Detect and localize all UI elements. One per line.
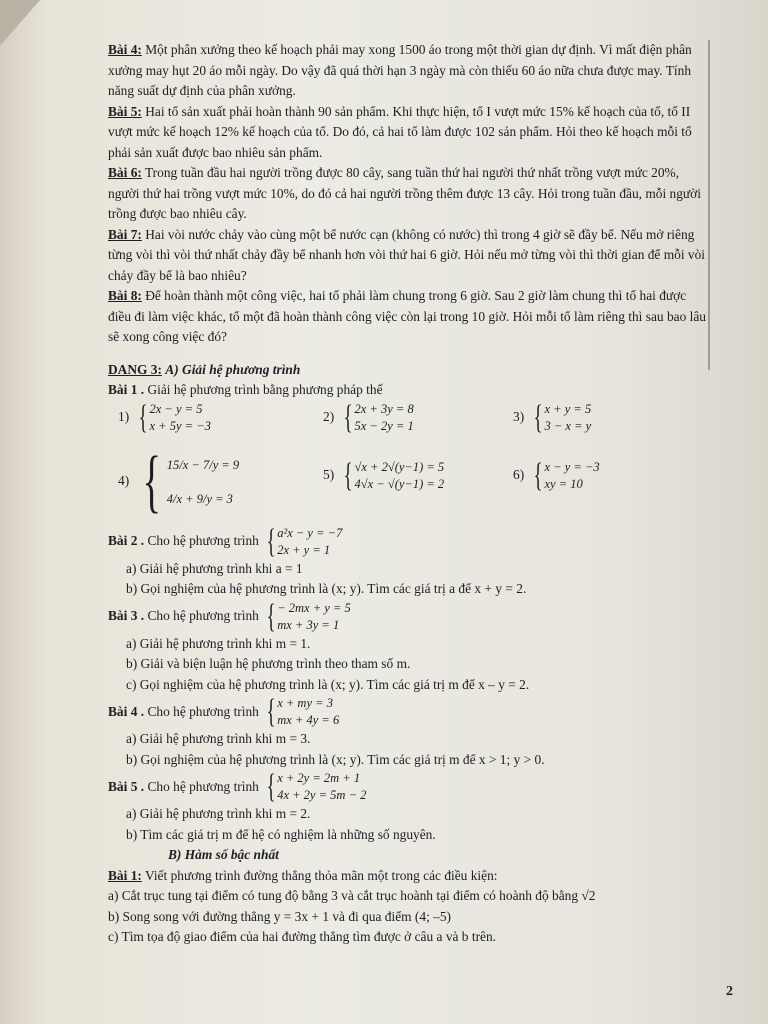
system-3: 3) { x + y = 5 3 − x = y	[513, 398, 592, 436]
bai2-a: a) Giải hệ phương trình khi a = 1	[126, 560, 303, 576]
bai4-b: b) Gọi nghiệm của hệ phương trình là (x; y). Tìm các giá trị m để x > 1; y > 0.	[126, 751, 545, 767]
systems-row-1	[108, 398, 708, 441]
bai3-a: a) Giải hệ phương trình khi m = 1.	[126, 635, 311, 651]
system-4: 4) { 15/x − 7/y = 9 4/x + 9/y = 3	[118, 442, 240, 520]
folded-corner	[0, 0, 40, 46]
bai5-a: a) Giải hệ phương trình khi m = 2.	[126, 806, 311, 821]
linear-bai1-c: c) Tìm tọa độ giao điểm của hai đường thẳng tìm được ở câu a và b trên.	[108, 929, 497, 944]
linear-bai1-a: a) Cắt trục tung tại điểm có tung độ bằng 3 và cắt trục hoành tại điểm có hoành độ bằng √2	[108, 888, 596, 903]
bai3-b: b) Giải và biện luận hệ phương trình theo tham số m.	[126, 656, 411, 671]
problem-7: Bài 7: Hai vòi nước chảy vào cùng một bể nước cạn (không có nước) thì trong 4 giờ sẽ đầy bể. Nếu mở riêng từng vòi thì vòi thứ nhất chảy đầy bể nhanh hơn vòi thứ hai 6 giờ. Hỏi nếu mở từng vòi thì thời gian để mỗi vòi chảy đầy bể là bao nhiêu?	[108, 226, 706, 283]
system-5: 5) { √x + 2√(y−1) = 5 4√x − √(y−1) = 2	[323, 456, 445, 494]
page-number: 2	[726, 984, 733, 999]
system-6: 6) { x − y = −3 xy = 10	[513, 456, 600, 494]
bai3-heading: Bài 3 . Cho hệ phương trình { − 2mx + y = 5 mx + 3y = 1	[108, 597, 351, 635]
linear-bai1-b: b) Song song với đường thẳng y = 3x + 1 và đi qua điểm (4; –5)	[108, 908, 451, 924]
paper-edge-line	[708, 40, 710, 370]
system-2: 2) { 2x + 3y = 8 5x − 2y = 1	[323, 398, 414, 436]
bai4-heading: Bài 4 . Cho hệ phương trình { x + my = 3 mx + 4y = 6	[108, 693, 340, 730]
bai2-b: b) Gọi nghiệm của hệ phương trình là (x; y). Tìm các giá trị a để x + y = 2.	[126, 581, 527, 596]
bai2-heading: Bài 2 . Cho hệ phương trình { a²x − y = −7 2x + y = 1	[108, 522, 343, 560]
systems-row-2	[108, 441, 708, 521]
system-1: 1) { 2x − y = 5 x + 5y = −3	[118, 398, 211, 436]
section-heading: DANG 3: A) Giải hệ phương trình	[108, 361, 301, 377]
linear-bai1: Bài 1: Viết phương trình đường thẳng thỏa mãn một trong các điều kiện:	[108, 867, 498, 883]
problem-6: Bài 6: Trong tuần đầu hai người trồng được 80 cây, sang tuần thứ hai người thứ nhất trồng vượt mức 20%, người thứ hai trồng vượt mức 10%, do đó cả hai người trồng thêm được 13 cây. Hỏi trong tuần đầu, mỗi người trồng được bao nhiêu cây.	[108, 165, 701, 221]
problem-5: Bài 5: Hai tổ sản xuất phải hoàn thành 90 sản phẩm. Khi thực hiện, tổ I vượt mức 15% kế hoạch của tổ, tổ II vượt mức kế hoạch 12% kế hoạch của tổ. Do đó, cả hai tổ làm được 102 sản phẩm. Hỏi theo kế hoạch mỗi tổ phải sản xuất được bao nhiêu sản phẩm.	[108, 103, 692, 160]
bai1-heading: Bài 1 . Giải hệ phương trình bằng phương pháp thế	[108, 382, 383, 397]
bai5-b: b) Tìm các giá trị m để hệ có nghiệm là những số nguyên.	[126, 826, 436, 842]
bai3-c: c) Gọi nghiệm của hệ phương trình là (x; y). Tìm các giá trị m để x – y = 2.	[126, 676, 530, 692]
subsection-heading: B) Hàm số bậc nhất	[168, 847, 279, 862]
bai4-a: a) Giải hệ phương trình khi m = 3.	[126, 731, 311, 746]
document-body	[108, 40, 708, 948]
problem-8: Bài 8: Để hoàn thành một công việc, hai tổ phải làm chung trong 6 giờ. Sau 2 giờ làm chung thì tổ hai được điều đi làm việc khác, tổ một đã hoàn thành công việc còn lại trong 10 giờ. Hỏi mỗi tổ làm riêng thì sau bao lâu sẽ xong công việc đó?	[108, 288, 706, 344]
problem-4: Bài 4: Một phân xưởng theo kế hoạch phải may xong 1500 áo trong một thời gian dự định. Vì mất điện phân xưởng may hụt 20 áo mỗi ngày. Do vậy đã quá thời hạn 3 ngày mà còn thiếu 60 áo nữa chưa được may. Tính năng suất dự định của phân xưởng.	[108, 42, 692, 98]
bai5-heading: Bài 5 . Cho hệ phương trình { x + 2y = 2m + 1 4x + 2y = 5m − 2	[108, 768, 367, 805]
